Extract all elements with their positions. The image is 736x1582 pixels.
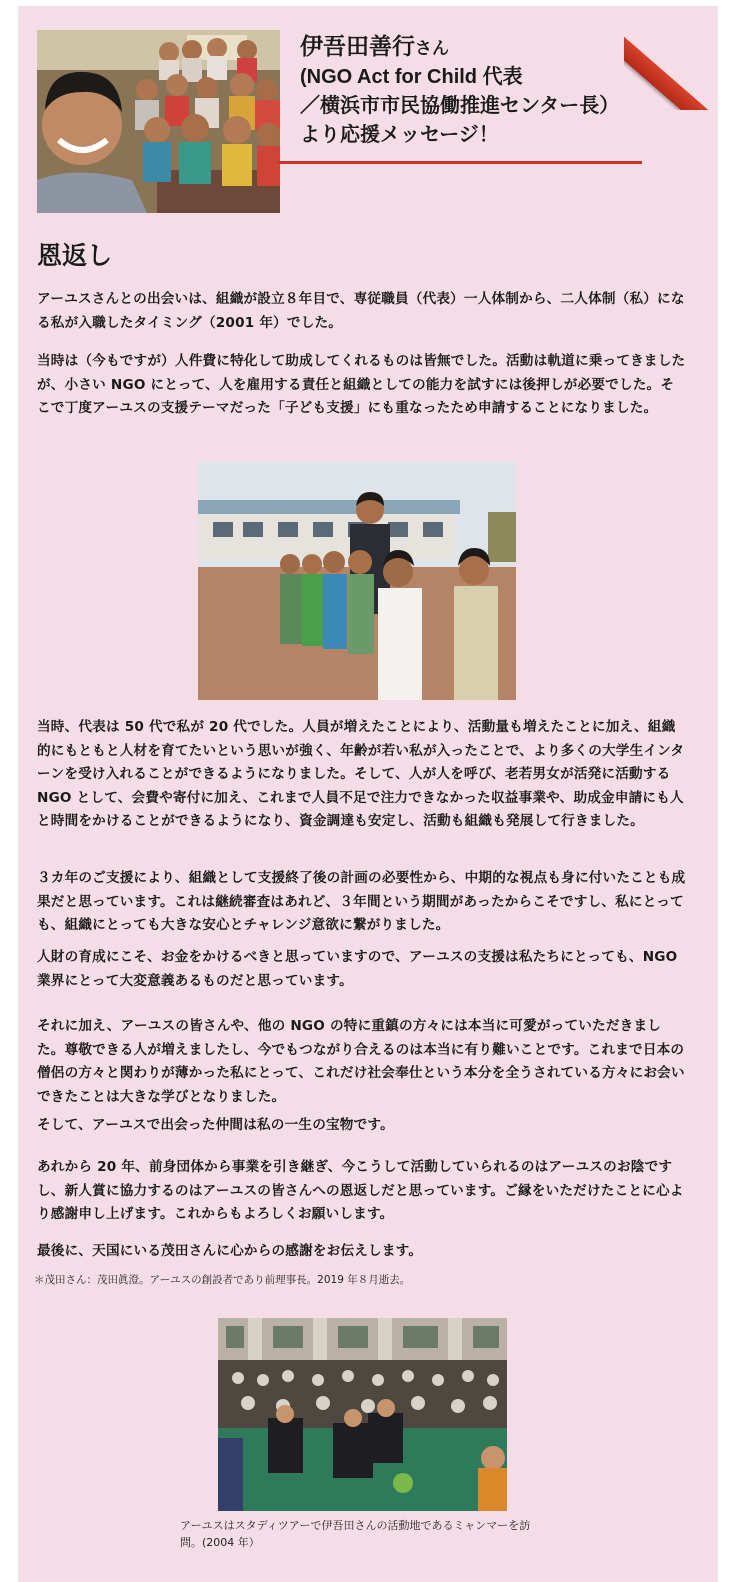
study-tour-photo: [218, 1318, 507, 1511]
footnote: ＊茂田さん：茂田眞澄。アーユスの創設者であり前理事長。2019 年８月逝去。: [34, 1274, 411, 1286]
paragraph-3: 当時、代表は 50 代で私が 20 代でした。人員が増えたことにより、活動量も増えたことに加え、組織的にもともと人材を育てたいという思いが強く、年齢が若い私が入ったことで、より多くの大学生インターンを受け入れることができるようになりました。そして、人が人を呼び、老若男女が活発に活動する NGO として、会費や寄付に加え、これまで人員不足で注力できなかった収益事業や、助成金申請にも人と時間をかけることができるようになり、資金調達も安定し、活動も組織も発展して行きました。: [37, 719, 685, 829]
article-heading: 恩返し: [37, 241, 113, 270]
paragraph-5: 人財の育成にこそ、お金をかけるべきと思っていますので、アーユスの支援は私たちにとっても、NGO 業界にとって大変意義あるものだと思っています。: [37, 949, 678, 989]
paragraph-8: あれから 20 年、前身団体から事業を引き継ぎ、今こうして活動していられるのはアーユスのお陰ですし、新人賞に協力するのはアーユスの皆さんへの恩返しだと思っています。ご縁をいただけたことに心より感謝申し上げます。これからもよろしくお願いします。: [37, 1159, 684, 1222]
paragraph-9: 最後に、天国にいる茂田さんに心からの感謝をお伝えします。: [37, 1243, 423, 1259]
children-school-photo: [198, 462, 516, 700]
paragraph-6: それに加え、アーユスの皆さんや、他の NGO の特に重鎮の方々には本当に可愛がっていただきました。尊敬できる人が増えましたし、今でもつながり合えるのは本当に有り難いことです。これまで日本の僧侶の方々と関わりが薄かった私にとって、これだけ社会奉仕という本分を全うされている方々にお会いできたことは大きな学びとなりました。: [37, 1018, 685, 1105]
paragraph-7: そして、アーユスで出会った仲間は私の一生の宝物です。: [37, 1117, 394, 1133]
paragraph-4: ３カ年のご支援により、組織として支援終了後の計画の必要性から、中期的な視点も身に付いたことも成果だと思っています。これは継続審査はあれど、３年間という期間があったからこそですし、私にとっても、組織にとっても大きな安心とチャレンジ意欲に繋がりました。: [37, 870, 686, 933]
header-title: [300, 32, 700, 150]
paragraph-1: アーユスさんとの出会いは、組織が設立８年目で、専従職員（代表）一人体制から、二人体制（私）になる私が入職したタイミング（2001 年）でした。: [37, 291, 685, 331]
paragraph-2: 当時は（今もですが）人件費に特化して助成してくれるものは皆無でした。活動は軌道に乗ってきましたが、小さい NGO にとって、人を雇用する責任と組織としての能力を試すには後押しが必要でした。そこで丁度アーユスの支援テーマだった「子ども支援」にも重なったため申請することになりました。: [37, 353, 686, 416]
header-subtitle: より応援メッセージ！: [300, 124, 499, 146]
speaker-role: (NGO Act for Child 代表: [300, 66, 523, 88]
speaker-honorific: さん: [415, 39, 449, 58]
photo-caption: アーユスはスタディツアーで伊吾田さんの活動地であるミャンマーを訪問。(2004 年）: [180, 1519, 531, 1549]
speaker-name: 伊吾田善行: [300, 33, 415, 59]
selfie-with-children-photo: [37, 30, 280, 213]
header-underline: [278, 161, 642, 164]
speaker-position: ／横浜市市民協働推進センター長）: [300, 95, 620, 117]
